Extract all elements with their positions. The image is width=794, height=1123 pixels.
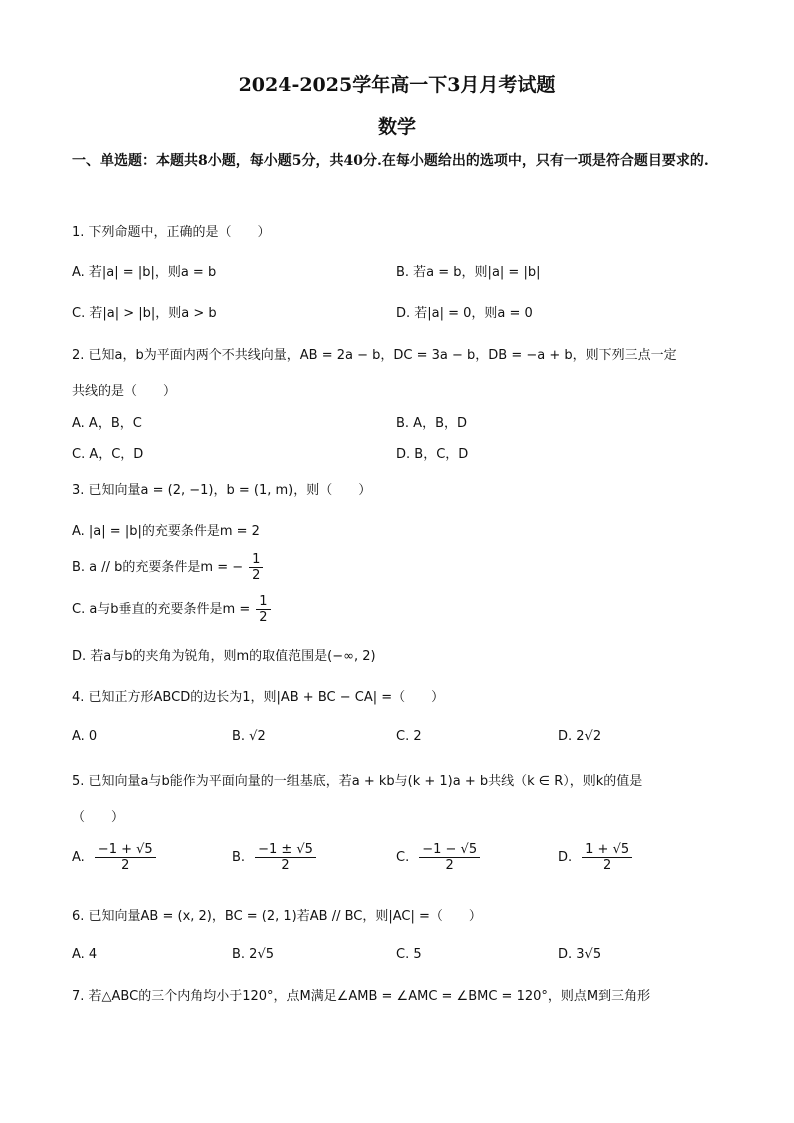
question-5-option-a xyxy=(72,842,156,873)
question-6-option-a: A. 4 xyxy=(72,947,98,962)
question-3-stem: 3. 已知向量a = (2, −1)，b = (1, m)，则（ ） xyxy=(72,483,372,498)
question-3-option-d: D. 若a与b的夹角为锐角，则m的取值范围是(−∞, 2) xyxy=(72,649,376,664)
question-4-option-d: D. 2√2 xyxy=(558,729,602,744)
fraction xyxy=(95,842,156,873)
option-label: B. xyxy=(232,850,246,865)
question-2-stem-line1: 2. 已知a，b为平面内两个不共线向量，AB = 2a − b，DC = 3a − b，DB = −a + b，则下列三点一定 xyxy=(72,348,677,363)
question-1-option-d: D. 若|a| = 0，则a = 0 xyxy=(396,306,533,321)
fraction-numerator: 1 xyxy=(249,552,263,568)
question-4-stem: 4. 已知正方形ABCD的边长为1，则|AB + BC − CA| =（ ） xyxy=(72,690,445,705)
fraction xyxy=(582,842,632,873)
fraction-denominator: 2 xyxy=(259,610,268,625)
question-3-option-c-text: C. a与b垂直的充要条件是m = xyxy=(72,602,251,617)
option-label: A. xyxy=(72,850,85,865)
fraction-numerator: −1 − √5 xyxy=(419,842,480,858)
question-5-option-b xyxy=(232,842,316,873)
fraction-numerator: 1 + √5 xyxy=(582,842,632,858)
subject-title: 数学 xyxy=(377,116,416,138)
question-6-option-d: D. 3√5 xyxy=(558,947,602,962)
fraction-denominator: 2 xyxy=(281,858,290,873)
fraction xyxy=(256,594,270,625)
question-3-option-b xyxy=(72,552,263,583)
fraction xyxy=(249,552,263,583)
section-heading: 一、单选题：本题共8小题，每小题5分，共40分.在每小题给出的选项中，只有一项是符合题目要求的. xyxy=(72,153,709,169)
fraction-denominator: 2 xyxy=(603,858,612,873)
question-3-option-b-text: B. a // b的充要条件是m = − xyxy=(72,560,244,575)
question-5-stem-line1: 5. 已知向量a与b能作为平面向量的一组基底，若a + kb与(k + 1)a + b共线（k ∈ R），则k的值是 xyxy=(72,774,643,789)
question-6-option-b: B. 2√5 xyxy=(232,947,275,962)
question-3-option-c xyxy=(72,594,271,625)
fraction-denominator: 2 xyxy=(445,858,454,873)
option-label: D. xyxy=(558,850,573,865)
fraction xyxy=(255,842,316,873)
question-4-option-c: C. 2 xyxy=(396,729,422,744)
question-4-option-a: A. 0 xyxy=(72,729,98,744)
option-label: C. xyxy=(396,850,410,865)
question-6-option-c: C. 5 xyxy=(396,947,422,962)
fraction-denominator: 2 xyxy=(252,568,261,583)
question-2-option-b: B. A，B，D xyxy=(396,416,468,431)
exam-title: 2024-2025学年高一下3月月考试题 xyxy=(238,74,556,96)
fraction-numerator: −1 + √5 xyxy=(95,842,156,858)
fraction-denominator: 2 xyxy=(121,858,130,873)
fraction xyxy=(419,842,480,873)
question-2-stem-line2: 共线的是（ ） xyxy=(72,384,177,399)
question-7-stem: 7. 若△ABC的三个内角均小于120°，点M满足∠AMB = ∠AMC = ∠BMC = 120°，则点M到三角形 xyxy=(72,989,651,1004)
question-2-option-c: C. A，C，D xyxy=(72,447,144,462)
question-6-stem: 6. 已知向量AB = (x, 2)，BC = (2, 1)若AB // BC，则|AC| =（ ） xyxy=(72,909,482,924)
question-2-option-a: A. A，B，C xyxy=(72,416,142,431)
question-2-option-d: D. B，C，D xyxy=(396,447,469,462)
question-1-stem: 1. 下列命题中，正确的是（ ） xyxy=(72,225,271,240)
fraction-numerator: 1 xyxy=(256,594,270,610)
fraction-numerator: −1 ± √5 xyxy=(255,842,316,858)
question-5-option-c xyxy=(396,842,480,873)
question-1-option-b: B. 若a = b，则|a| = |b| xyxy=(396,265,541,280)
question-5-option-d xyxy=(558,842,632,873)
question-5-stem-line2: （ ） xyxy=(72,810,125,825)
question-3-option-a: A. |a| = |b|的充要条件是m = 2 xyxy=(72,524,260,539)
question-1-option-c: C. 若|a| > |b|，则a > b xyxy=(72,306,217,321)
question-1-option-a: A. 若|a| = |b|，则a = b xyxy=(72,265,217,280)
question-4-option-b: B. √2 xyxy=(232,729,266,744)
